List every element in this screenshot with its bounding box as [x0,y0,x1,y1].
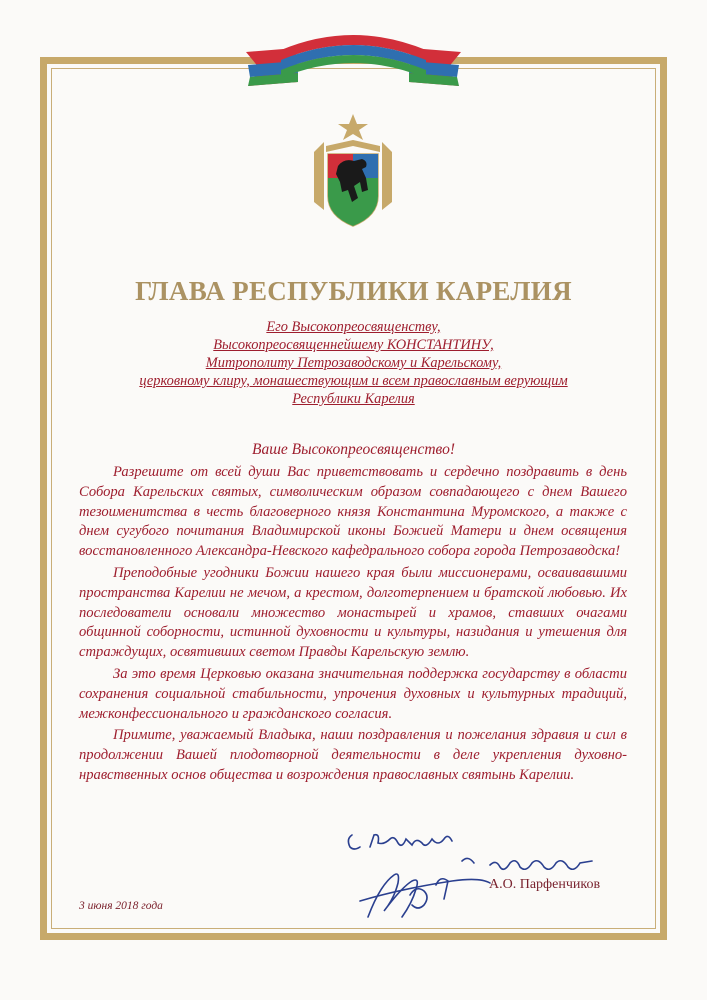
addressee-line: Республики Карелия [292,391,415,407]
addressee-block [70,318,637,408]
handwritten-signature-icon [340,825,610,925]
body-paragraph: За это время Церковью оказана значительная поддержка государству в области сохранения социальной стабильности, упрочения духовных и культурных традиций, межконфессионального и гражданского согласия. [79,665,627,722]
document-date: 3 июня 2018 года [79,900,163,912]
addressee-line: церковному клиру, монашествующим и всем православным верующим [139,373,568,389]
karelia-coat-of-arms-icon [310,112,396,232]
signer-name: А.О. Парфенчиков [489,877,601,892]
document-heading: ГЛАВА РЕСПУБЛИКИ КАРЕЛИЯ [135,276,572,306]
body-paragraph: Примите, уважаемый Владыка, наши поздравления и пожелания здравия и сил в продолжении Вашей плодотворной деятельности в деле укрепления духовно-нравственных основ общества и возрождения православных святынь Карелии. [79,727,627,783]
body-paragraph: Разрешите от всей души Вас приветствовать и сердечно поздравить в день Собора Карельских святых, символическим образом совпадающего с днем Вашего тезоименитства в честь благоверного князя Константина Муромского, а также с днем сугубого почитания Владимирской иконы Божией Матери и днем освящения восстановленного Александра-Невского кафедрального собора города Петрозаводска! [79,464,627,560]
addressee-line: Митрополиту Петрозаводскому и Карельскому, [205,355,502,371]
addressee-line: Его Высокопреосвященству, [266,319,441,335]
body-paragraph: Преподобные угодники Божии нашего края были миссионерами, осваивавшими пространства Карелии не мечом, а крестом, долготерпением и братской любовью. Их последователи основали множество монастырей и храмов, ставших очагами общинной соборности, истинной духовности и культуры, назидания и утешения для страждущих, освятивших светом Правды Карельскую землю. [79,564,627,661]
addressee-line: Высокопреосвященнейшему КОНСТАНТИНУ, [213,337,494,353]
letter-body [79,463,627,788]
karelia-flag-ribbon-icon [236,20,471,90]
salutation: Ваше Высокопреосвященство! [252,441,455,458]
